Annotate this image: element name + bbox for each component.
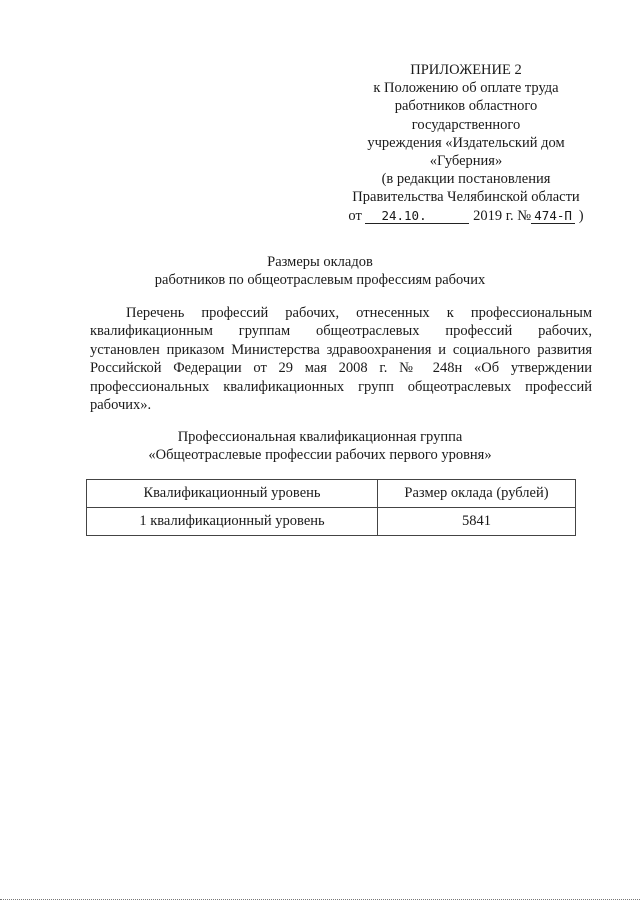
table-header-row xyxy=(87,480,576,508)
appendix-line: государственного xyxy=(411,116,521,133)
paragraph-line: Российской Федерации от 29 мая 2008 г. № 248н «Об утверждении xyxy=(90,360,592,377)
paragraph-line: установлен приказом Министерства здравоохранения и социального развития xyxy=(90,341,592,358)
title-line-2: работников по общеотраслевым профессиям рабочих xyxy=(154,272,486,288)
page-bottom-edge xyxy=(0,899,640,900)
column-header-level: Квалификационный уровень xyxy=(87,480,378,508)
date-value: 24.10. xyxy=(365,209,469,224)
appendix-header xyxy=(330,61,602,225)
body-paragraph xyxy=(90,304,592,414)
column-header-salary: Размер оклада (рублей) xyxy=(378,480,576,508)
group-title-line-1: Профессиональная квалификационная группа xyxy=(177,429,463,445)
paragraph-line: квалификационным группам общеотраслевых профессий рабочих, xyxy=(90,323,592,340)
year-text: 2019 г. № xyxy=(473,207,532,224)
appendix-line: работников областного xyxy=(394,98,538,115)
level-cell: 1 квалификационный уровень xyxy=(87,508,378,536)
appendix-line: (в редакции постановления xyxy=(381,171,551,188)
paragraph-line: Перечень профессий рабочих, отнесенных к профессиональным xyxy=(126,305,592,321)
resolution-number: 474-П xyxy=(531,209,575,224)
appendix-line: Правительства Челябинской области xyxy=(352,189,580,206)
title-line-1: Размеры окладов xyxy=(267,254,373,270)
salary-cell: 5841 xyxy=(378,508,576,536)
appendix-line: учреждения «Издательский дом xyxy=(367,134,565,151)
document-title xyxy=(90,253,550,289)
appendix-line: к Положению об оплате труда xyxy=(373,80,559,97)
closing-paren: ) xyxy=(578,207,584,224)
paragraph-line: профессиональных квалификационных групп общеотраслевых профессий xyxy=(90,378,592,395)
appendix-heading: ПРИЛОЖЕНИЕ 2 xyxy=(410,62,522,78)
qualification-group-title xyxy=(90,428,550,464)
paragraph-line: рабочих». xyxy=(90,397,152,414)
date-prefix: от xyxy=(348,207,362,224)
table-row xyxy=(87,508,576,536)
salary-table xyxy=(86,479,576,536)
appendix-line: «Губерния» xyxy=(429,153,503,170)
resolution-date-line xyxy=(330,207,602,225)
group-title-line-2: «Общеотраслевые профессии рабочих первого уровня» xyxy=(148,447,492,463)
